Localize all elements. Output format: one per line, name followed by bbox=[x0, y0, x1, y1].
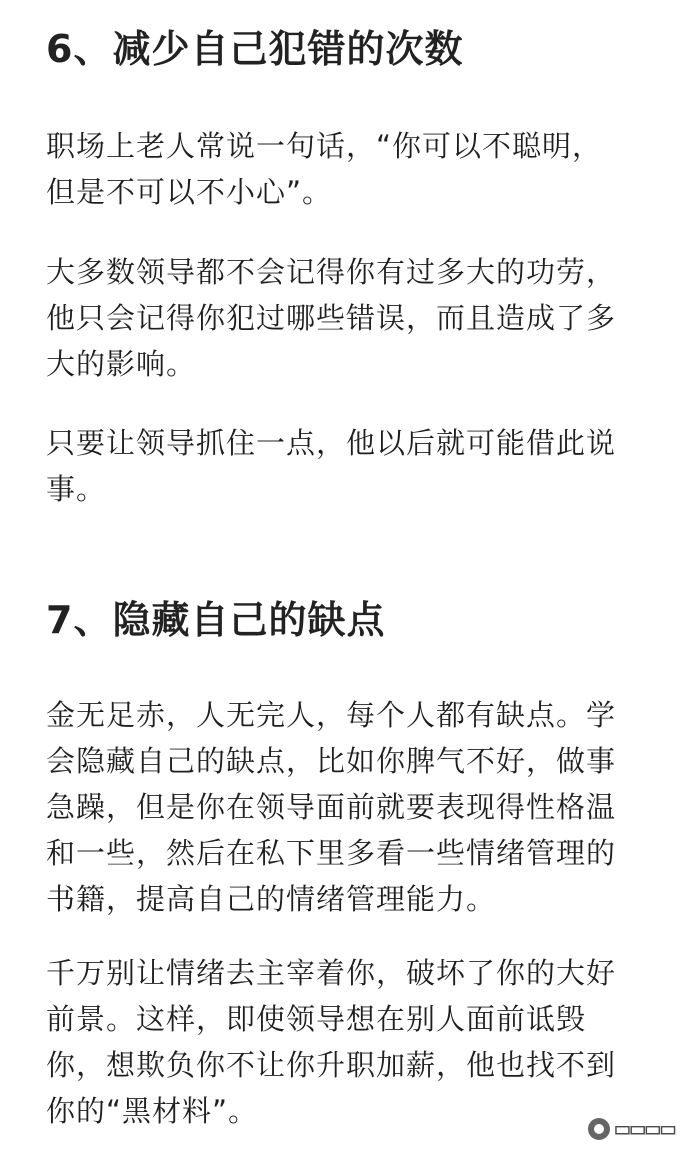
section-7-paragraph-2 bbox=[46, 950, 656, 1134]
section-6-paragraph-1 bbox=[46, 123, 656, 215]
text-line: 急躁，但是你在领导面前就要表现得性格温 bbox=[46, 790, 617, 824]
section-6-paragraph-3 bbox=[46, 420, 656, 512]
text-line: 你，想欺负你不让你升职加薪，他也找不到 bbox=[46, 1048, 617, 1082]
text-line: 大多数领导都不会记得你有过多大的功劳， bbox=[46, 255, 617, 289]
text-line: 但是不可以不小心”。 bbox=[46, 175, 333, 209]
text-line: 前景。这样，即使领导想在别人面前诋毁 bbox=[46, 1002, 587, 1036]
text-line: 会隐藏自己的缺点，比如你脾气不好，做事 bbox=[46, 744, 617, 778]
text-line: 书籍，提高自己的情绪管理能力。 bbox=[46, 882, 497, 916]
watermark-logo-icon: ▬▬▬▬ bbox=[615, 1120, 676, 1138]
text-line: 千万别让情绪去主宰着你，破坏了你的大好 bbox=[46, 956, 617, 990]
text-line: 职场上老人常说一句话，“你可以不聪明， bbox=[46, 129, 603, 163]
section-6-paragraph-2 bbox=[46, 249, 656, 387]
section-6-heading: 6、减少自己犯错的次数 bbox=[46, 27, 464, 71]
text-line: 只要让领导抓住一点，他以后就可能借此说 bbox=[46, 426, 617, 460]
watermark-logo-icon bbox=[588, 1118, 610, 1140]
text-line: 金无足赤，人无完人，每个人都有缺点。学 bbox=[46, 698, 617, 732]
text-line: 他只会记得你犯过哪些错误，而且造成了多 bbox=[46, 301, 617, 335]
watermark bbox=[588, 1118, 676, 1140]
section-7-heading: 7、隐藏自己的缺点 bbox=[46, 598, 386, 642]
section-7-paragraph-1 bbox=[46, 692, 656, 922]
text-line: 和一些，然后在私下里多看一些情绪管理的 bbox=[46, 836, 617, 870]
text-line: 你的“黑材料”。 bbox=[46, 1094, 259, 1128]
text-line: 大的影响。 bbox=[46, 347, 197, 381]
text-line: 事。 bbox=[46, 472, 107, 506]
